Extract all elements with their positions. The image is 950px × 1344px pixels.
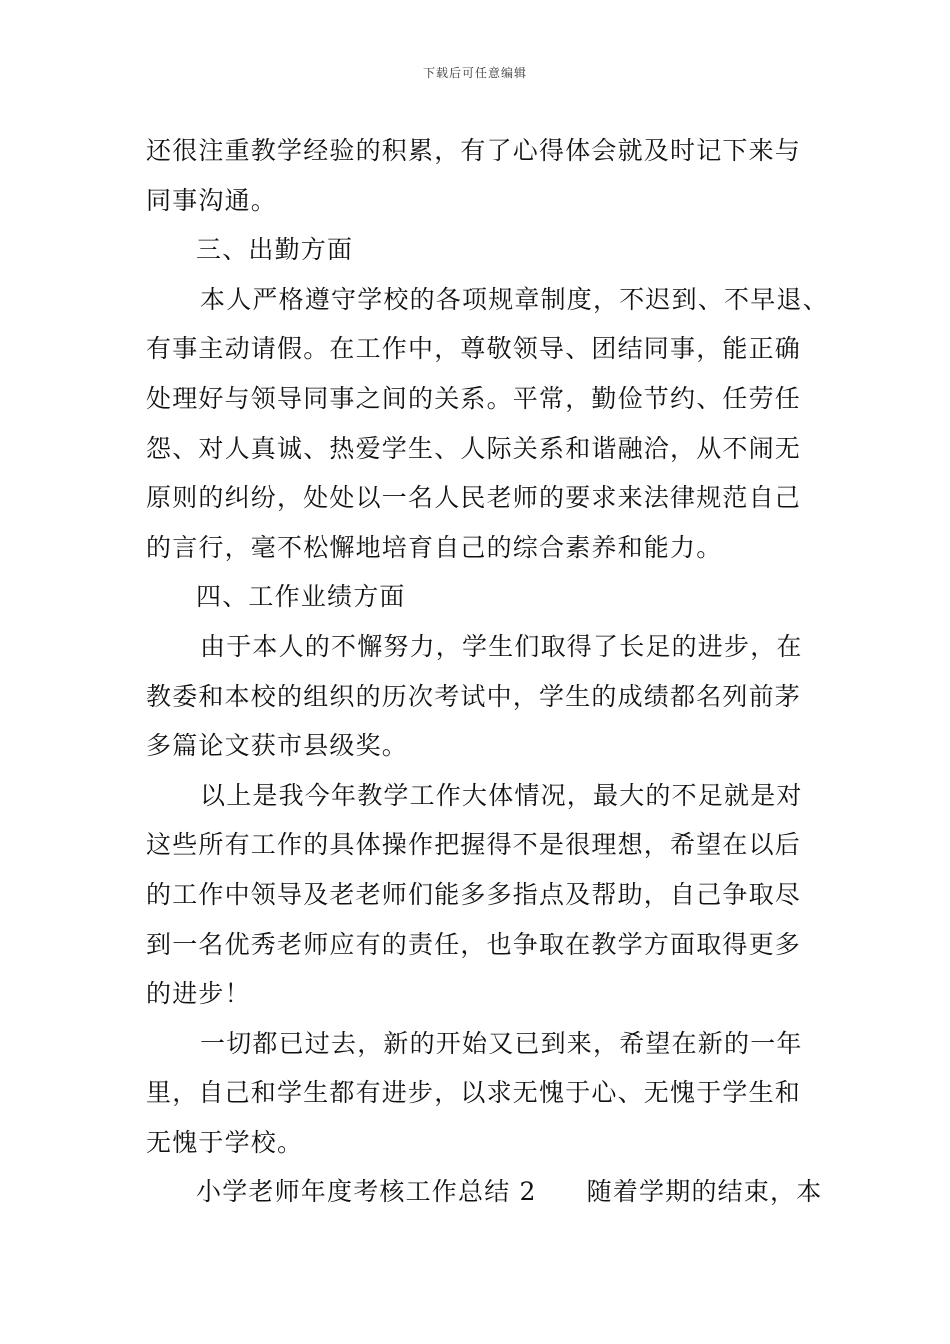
article-opening-text: 随着学期的结束，本 [586, 1177, 823, 1207]
text-line: 里，自己和学生都有进步，以求无愧于心、无愧于学生和 [146, 1078, 802, 1108]
text-line: 的言行，毫不松懈地培育自己的综合素养和能力。 [146, 532, 723, 562]
text-line: 还很注重教学经验的积累，有了心得体会就及时记下来与 [146, 136, 802, 165]
article-title: 小学老师年度考核工作总结 2 [196, 1177, 537, 1207]
page-header: 下载后可任意编辑 [422, 66, 527, 80]
document-body [146, 126, 829, 1217]
text-line: 一切都已过去，新的开始又已到来，希望在新的一年 [200, 1028, 803, 1058]
next-article-line [146, 1167, 826, 1217]
text-line: 多篇论文获市县级奖。 [146, 731, 409, 761]
text-line: 以上是我今年教学工作大体情况，最大的不足就是对 [200, 780, 803, 810]
text-line: 教委和本校的组织的历次考试中，学生的成绩都名列前茅 [146, 681, 802, 711]
text-line: 本人严格遵守学校的各项规章制度，不迟到、不早退、 [200, 284, 829, 314]
text-line: 有事主动请假。在工作中，尊敬领导、团结同事，能正确 [146, 334, 802, 364]
text-line: 怨、对人真诚、热爱学生、人际关系和谐融洽，从不闹无 [146, 433, 802, 463]
text-line: 的工作中领导及老老师们能多多指点及帮助，自己争取尽 [146, 879, 802, 909]
text-line: 原则的纠纷，处处以一名人民老师的要求来法律规范自己 [146, 483, 802, 513]
text-line: 这些所有工作的具体操作把握得不是很理想，希望在以后 [146, 830, 802, 860]
text-line: 到一名优秀老师应有的责任，也争取在教学方面取得更多 [146, 929, 802, 959]
text-line: 同事沟通。 [146, 185, 278, 215]
section-heading-performance: 四、工作业绩方面 [196, 582, 406, 612]
text-line: 无愧于学校。 [146, 1127, 304, 1157]
section-heading-attendance: 三、出勤方面 [196, 235, 354, 265]
text-line: 由于本人的不懈努力，学生们取得了长足的进步，在 [200, 631, 803, 661]
text-line: 处理好与领导同事之间的关系。平常，勤俭节约、任劳任 [146, 383, 802, 413]
text-line: 的进步！ [146, 979, 251, 1009]
